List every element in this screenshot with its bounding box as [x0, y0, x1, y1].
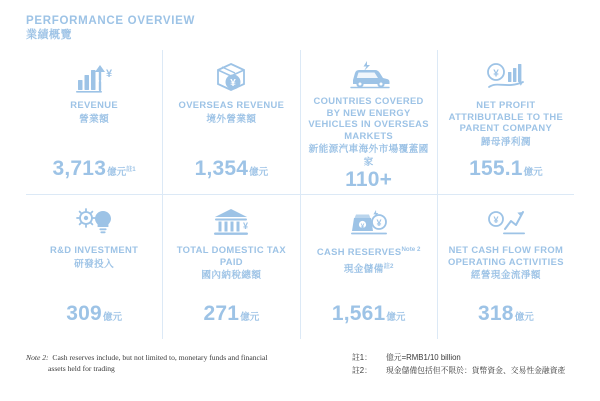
bank-tax-icon — [210, 203, 252, 241]
metric-card-revenue — [26, 50, 163, 194]
metric-label-zh: 研發投入 — [74, 258, 115, 270]
metric-value-row — [469, 158, 543, 188]
metric-unit-note: 註1 — [126, 165, 136, 173]
metric-unit: 億元$^{註1}$ — [107, 165, 136, 178]
metric-value: 318 — [478, 302, 514, 325]
footnote-en-label: Note 2: — [26, 353, 49, 362]
metrics-grid — [26, 50, 574, 339]
cash-flow-arrow-icon — [484, 203, 528, 241]
metric-card-net-profit — [438, 50, 574, 194]
metric-value: 155.1 — [469, 157, 523, 180]
svg-text:¥: ¥ — [106, 68, 113, 80]
page-header — [26, 14, 574, 42]
svg-text:¥: ¥ — [493, 215, 499, 225]
metric-note-ref-zh: 註2 — [383, 262, 394, 270]
overseas-box-icon — [211, 58, 251, 96]
metric-card-overseas-revenue — [163, 50, 300, 194]
metric-card-rnd-investment — [26, 195, 163, 339]
metric-card-domestic-tax — [163, 195, 300, 339]
metric-unit: 億元 — [240, 312, 260, 323]
metric-label-zh: 國內納稅總額 — [201, 270, 262, 282]
cash-reserves-icon — [347, 203, 391, 241]
metric-unit: 億元 — [514, 312, 534, 323]
metric-value-row — [53, 158, 136, 188]
metric-label-zh: 現金儲備$^{註2}$ — [343, 262, 394, 275]
metric-value: 1,561 — [331, 302, 386, 325]
new-energy-car-icon — [345, 58, 393, 92]
metric-note-ref: Note 2 — [401, 246, 421, 253]
svg-text:¥: ¥ — [230, 78, 237, 89]
metric-value-row — [66, 303, 122, 333]
metric-value: 271 — [203, 302, 240, 325]
metric-label-en: NET PROFIT ATTRIBUTABLE TO THE PARENT COMPANY — [448, 99, 564, 134]
page-title-zh: 業績概覽 — [26, 29, 72, 41]
metric-value: 309 — [66, 302, 102, 325]
footnote-zh-1-value: 億元=RMB1/10 billion — [386, 353, 461, 362]
metric-value: 3,713 — [52, 157, 107, 180]
metric-label-en: OVERSEAS REVENUE — [178, 99, 285, 110]
metric-label-en: REVENUE — [70, 99, 119, 110]
footnote-en-line2: assets held for trading — [48, 364, 115, 373]
metric-label-en: NET CASH FLOW FROM OPERATING ACTIVITIES — [447, 244, 564, 267]
metric-label-zh: 境外營業額 — [206, 113, 257, 125]
metric-unit: 億元 — [249, 167, 269, 178]
metric-card-operating-cash-flow — [438, 195, 574, 339]
metric-label-zh: 新能源汽車海外市場覆蓋國家 — [308, 144, 429, 169]
metric-card-cash-reserves — [301, 195, 438, 339]
metric-value: 1,354 — [194, 157, 249, 180]
rnd-lightbulb-gear-icon — [72, 203, 116, 241]
metrics-row-bottom — [26, 195, 574, 339]
page-title-en: PERFORMANCE OVERVIEW — [26, 15, 196, 27]
revenue-chart-icon — [74, 58, 114, 96]
footnote-zh-2-value: 現金儲備包括但不限於：貨幣資金、交易性金融資產 — [386, 365, 566, 375]
footnote-zh — [352, 352, 582, 377]
svg-text:¥: ¥ — [243, 221, 249, 231]
metric-label-en: R&D INVESTMENT — [50, 244, 139, 255]
metric-label-en: COUNTRIES COVERED BY NEW ENERGY VEHICLES IN OVERSEAS MARKETS — [308, 95, 429, 141]
metric-card-countries-covered — [301, 50, 438, 194]
footnote-en — [26, 352, 326, 374]
metric-value: 110+ — [345, 168, 393, 192]
metric-label-en: CASH RESERVES$^{Note 2}$ — [316, 246, 421, 258]
footnote-zh-2-key: 註2： — [352, 365, 372, 375]
svg-text:¥: ¥ — [493, 68, 499, 80]
metric-unit: 億元 — [102, 312, 122, 323]
metric-value-row — [478, 303, 534, 333]
svg-text:¥: ¥ — [376, 218, 382, 228]
metric-label-zh: 歸母淨利潤 — [480, 136, 531, 148]
metric-label-en: TOTAL DOMESTIC TAX PAID — [176, 244, 286, 267]
net-profit-growth-icon — [483, 58, 529, 96]
metric-label-zh: 營業額 — [79, 113, 110, 125]
svg-text:¥: ¥ — [360, 223, 364, 230]
metric-unit: 億元 — [523, 167, 543, 178]
metric-value-row — [195, 158, 269, 188]
footnotes — [26, 352, 582, 377]
metric-value-row — [332, 303, 406, 333]
metric-unit: 億元 — [386, 312, 406, 323]
footnote-zh-1-key: 註1： — [352, 353, 372, 362]
metric-value-row — [204, 303, 260, 333]
metrics-row-top — [26, 50, 574, 195]
metric-label-zh: 經營現金流淨額 — [470, 270, 541, 282]
footnote-en-line1: Cash reserves include, but not limited to, monetary funds and financial — [52, 353, 268, 362]
